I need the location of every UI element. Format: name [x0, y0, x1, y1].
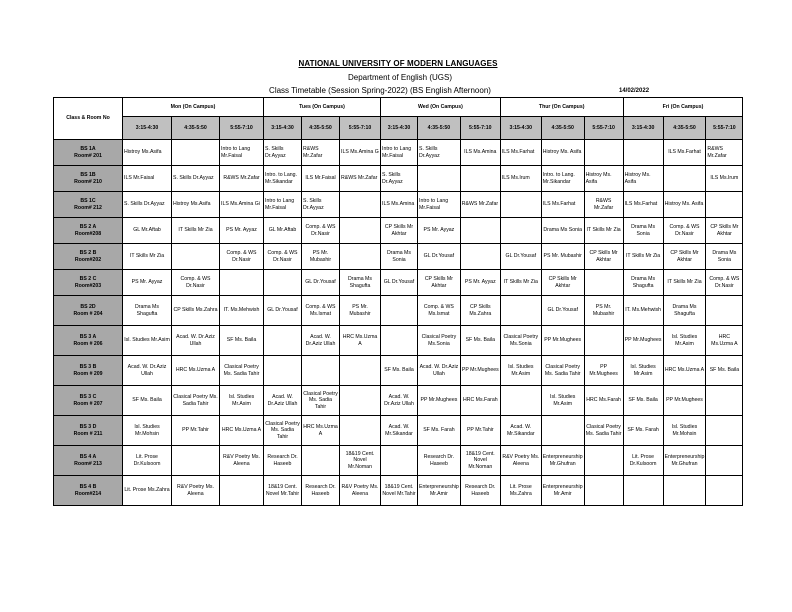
schedule-cell: PP Mr.Mughees: [541, 326, 584, 356]
schedule-cell: GL Dr.Yousaf: [381, 270, 418, 296]
schedule-cell: HRC Ms.Uzma A: [663, 356, 706, 386]
day-header-wed: Wed (On Campus): [381, 98, 501, 117]
schedule-cell: Drama Ms Sonia: [706, 244, 743, 270]
class-name: BS 3 B: [79, 364, 97, 370]
schedule-cell: Clasical Poetry Ms. Sadia Tahir: [541, 356, 584, 386]
class-name: BS 3 A: [79, 334, 97, 340]
table-row: [54, 416, 743, 446]
schedule-cell: GL Dr.Yousaf: [264, 296, 302, 326]
room-number: Room# 213: [74, 460, 102, 467]
schedule-cell: ILS Ms.Farhat: [541, 192, 584, 218]
schedule-cell: [500, 192, 541, 218]
schedule-cell: Research Dr. Haseeb: [418, 446, 461, 476]
schedule-cell: GL Mr.Aftab: [264, 218, 302, 244]
schedule-cell: IT Skills Mr Zia: [584, 218, 623, 244]
schedule-cell: SF Ms. Baila: [123, 386, 172, 416]
class-room-cell: [54, 270, 123, 296]
schedule-cell: HRC Ms.Uzma A: [302, 416, 340, 446]
schedule-cell: Isl. Studies Mr.Mohsin: [663, 416, 706, 446]
table-row: [54, 140, 743, 166]
schedule-cell: [172, 140, 220, 166]
schedule-cell: Clasical Poetry Ms.Sonia: [500, 326, 541, 356]
schedule-cell: R&WS Mr.Zafar: [706, 140, 743, 166]
schedule-cell: S. Skills Dr.Ayyaz: [418, 140, 461, 166]
room-number: Room# 201: [74, 152, 102, 159]
schedule-cell: HRC Ms.Farah: [460, 386, 500, 416]
class-room-header: Class & Room No: [54, 98, 123, 140]
time-slot-header: 3:15-4:30: [123, 117, 172, 140]
schedule-cell: PS Mr. Mubashir: [302, 244, 340, 270]
schedule-cell: PS Mr. Ayyaz: [220, 218, 264, 244]
schedule-cell: Clasical Poetry Ms.Sonia: [418, 326, 461, 356]
schedule-cell: [623, 140, 663, 166]
schedule-cell: Clasical Poetry Ms. Sadia Tahir: [584, 416, 623, 446]
class-name: BS 4 B: [79, 484, 97, 490]
schedule-cell: Acad. W. Dr.Aziz Ullah: [264, 386, 302, 416]
schedule-cell: [381, 326, 418, 356]
schedule-cell: Enterpreneurship Mr.Amir: [541, 476, 584, 506]
class-room-cell: [54, 386, 123, 416]
schedule-cell: [584, 326, 623, 356]
class-room-cell: [54, 356, 123, 386]
schedule-cell: Clasical Poetry Ms. Sadia Tahir: [264, 416, 302, 446]
schedule-cell: Research Dr. Haseeb: [264, 446, 302, 476]
schedule-cell: PS Mr. Ayyaz: [418, 218, 461, 244]
schedule-cell: Isl. Studies Mr.Asim: [220, 386, 264, 416]
timetable-title: Class Timetable (Session Spring-2022) (BS English Afternoon): [269, 86, 491, 95]
schedule-cell: R&WS Mr.Zafar: [340, 166, 381, 192]
time-slot-header: 5:55-7:10: [220, 117, 264, 140]
schedule-cell: Drama Ms Sonia: [381, 244, 418, 270]
schedule-cell: GL Dr.Yousaf: [418, 244, 461, 270]
schedule-cell: ILS Ms.Amina Gi: [220, 192, 264, 218]
timetable: [53, 97, 743, 506]
schedule-cell: Comp. & WS Ms.Ismat: [302, 296, 340, 326]
schedule-cell: HRC Ms.Uzma A: [706, 326, 743, 356]
schedule-cell: CP Skills Mr Akhtar: [381, 218, 418, 244]
schedule-cell: Comp. & WS Dr.Nasir: [663, 218, 706, 244]
schedule-cell: R&WS Mr.Zafar: [460, 192, 500, 218]
schedule-cell: Isl. Studies Mr.Asim: [123, 326, 172, 356]
schedule-cell: R&V Poetry Ms. Aleena: [340, 476, 381, 506]
schedule-cell: [706, 192, 743, 218]
schedule-cell: [460, 244, 500, 270]
schedule-cell: Intro. to Lang. Mr.Sikandar: [264, 166, 302, 192]
schedule-cell: PP Mr.Mughees: [460, 356, 500, 386]
schedule-cell: [172, 244, 220, 270]
schedule-cell: R&V Poetry Ms. Aleena: [220, 446, 264, 476]
class-name: BS 3 D: [79, 424, 97, 430]
time-slot-header: 3:15-4:30: [500, 117, 541, 140]
schedule-cell: [220, 476, 264, 506]
schedule-cell: IT Skills Mr Zia: [123, 244, 172, 270]
class-room-cell: [54, 296, 123, 326]
schedule-cell: [340, 416, 381, 446]
schedule-cell: Histroy Ms. Asifa: [663, 192, 706, 218]
schedule-cell: [340, 192, 381, 218]
schedule-cell: Lit. Prose Ms.Zahra: [500, 476, 541, 506]
schedule-cell: Isl. Studies Mr.Asim: [623, 356, 663, 386]
schedule-cell: Histroy Ms. Asifa: [541, 140, 584, 166]
time-slot-header: 5:55-7:10: [340, 117, 381, 140]
schedule-cell: HRC Ms.Farah: [584, 386, 623, 416]
schedule-cell: IT. Ms.Mehwish: [220, 296, 264, 326]
schedule-cell: IT Skills Mr Zia: [663, 270, 706, 296]
schedule-cell: ILS Ms.Amina G: [340, 140, 381, 166]
schedule-cell: [663, 476, 706, 506]
time-slot-header: 3:15-4:30: [381, 117, 418, 140]
schedule-cell: PP Mr.Mughees: [584, 356, 623, 386]
schedule-cell: Acad. W. Dr.Aziz Ullah: [123, 356, 172, 386]
table-row: [54, 476, 743, 506]
time-slot-header: 3:15-4:30: [623, 117, 663, 140]
room-number: Room#202: [74, 256, 102, 263]
table-row: [54, 244, 743, 270]
schedule-cell: Isl. Studies Mr.Asim: [500, 356, 541, 386]
schedule-cell: Histroy Ms. Asifa: [623, 166, 663, 192]
schedule-cell: IT Skills Mr Zia: [623, 244, 663, 270]
schedule-cell: ILS Ms.Farhat: [623, 192, 663, 218]
time-slot-header: 4:35-5:50: [541, 117, 584, 140]
time-slot-header: 5:55-7:10: [460, 117, 500, 140]
schedule-cell: PP Mr.Mughees: [418, 386, 461, 416]
schedule-cell: [418, 166, 461, 192]
class-name: BS 1C: [80, 198, 96, 204]
schedule-cell: 18&19 Cent. Novel Mr.Noman: [460, 446, 500, 476]
class-room-cell: [54, 192, 123, 218]
schedule-cell: S. Skills Dr.Ayyaz: [172, 166, 220, 192]
schedule-cell: GL Dr.Yousaf: [500, 244, 541, 270]
schedule-cell: Comp. & WS Dr.Nasir: [706, 270, 743, 296]
schedule-cell: [172, 446, 220, 476]
schedule-cell: [340, 244, 381, 270]
table-row: [54, 218, 743, 244]
schedule-cell: S. Skills Dr.Ayyaz: [381, 166, 418, 192]
schedule-cell: [381, 446, 418, 476]
class-room-cell: [54, 416, 123, 446]
class-room-cell: [54, 244, 123, 270]
schedule-cell: S. Skills Dr.Ayyaz: [302, 192, 340, 218]
schedule-cell: [663, 166, 706, 192]
schedule-cell: Histroy Ms. Asifa: [584, 166, 623, 192]
schedule-cell: PP Mr.Mughees: [623, 326, 663, 356]
schedule-cell: CP Skills Mr Akhtar: [541, 270, 584, 296]
schedule-cell: IT Skills Mr Zia: [500, 270, 541, 296]
class-room-cell: [54, 166, 123, 192]
schedule-cell: Research Dr. Haseeb: [460, 476, 500, 506]
schedule-cell: PS Mr. Ayyaz: [460, 270, 500, 296]
schedule-cell: Intro to Lang Mr.Faisal: [381, 140, 418, 166]
time-slot-header: 4:35-5:50: [418, 117, 461, 140]
schedule-cell: R&WS Mr.Zafar: [584, 192, 623, 218]
class-name: BS 2 C: [79, 276, 97, 282]
schedule-cell: Lit. Prose Dr.Kulsoom: [623, 446, 663, 476]
schedule-cell: GL Dr.Yousaf: [541, 296, 584, 326]
schedule-cell: [706, 476, 743, 506]
timetable-date: 14/02/2022: [619, 88, 650, 94]
schedule-cell: [584, 446, 623, 476]
schedule-cell: Comp. & WS Dr.Nasir: [220, 244, 264, 270]
schedule-cell: CP Skills Mr Akhtar: [418, 270, 461, 296]
schedule-cell: IT. Ms.Mehwish: [623, 296, 663, 326]
schedule-cell: [500, 218, 541, 244]
schedule-cell: SF Ms. Baila: [623, 386, 663, 416]
class-name: BS 1A: [80, 146, 96, 152]
room-number: Room # 211: [73, 430, 103, 437]
schedule-cell: [460, 166, 500, 192]
schedule-cell: SF Ms. Baila: [460, 326, 500, 356]
schedule-cell: Comp. & WS Dr.Nasir: [302, 218, 340, 244]
schedule-cell: Acad. W. Dr.Aziz Ullah: [381, 386, 418, 416]
schedule-cell: [302, 446, 340, 476]
schedule-cell: Intro to Lang Mr.Faisal: [220, 140, 264, 166]
schedule-cell: Acad. W. Dr.Aziz Ullah: [172, 326, 220, 356]
schedule-cell: Intro to Lang Mr.Faisal: [418, 192, 461, 218]
schedule-cell: Comp. & WS Ms.Ismat: [418, 296, 461, 326]
schedule-cell: [302, 356, 340, 386]
schedule-cell: ILS Ms.Amina: [381, 192, 418, 218]
schedule-cell: 18&19 Cent. Novel Mr.Noman: [340, 446, 381, 476]
schedule-cell: [706, 446, 743, 476]
schedule-cell: [340, 356, 381, 386]
class-name: BS 4 A: [79, 454, 97, 460]
schedule-cell: PP Mr.Tahir: [172, 416, 220, 446]
class-room-cell: [54, 476, 123, 506]
time-slot-header: 5:55-7:10: [706, 117, 743, 140]
schedule-cell: Drama Ms Shagufta: [663, 296, 706, 326]
table-row: [54, 166, 743, 192]
time-slot-header: 4:35-5:50: [172, 117, 220, 140]
schedule-cell: Histroy Ms.Asifa: [172, 192, 220, 218]
class-room-cell: [54, 140, 123, 166]
schedule-cell: Isl. Studies Mr.Asim: [663, 326, 706, 356]
class-room-cell: [54, 218, 123, 244]
table-row: [54, 270, 743, 296]
schedule-cell: PS Mr. Mubashir: [541, 244, 584, 270]
schedule-cell: Clasical Poetry Ms. Sadia Tahir: [302, 386, 340, 416]
schedule-cell: Lit. Prose Ms.Zahra: [123, 476, 172, 506]
schedule-cell: GL Dr.Yousaf: [302, 270, 340, 296]
schedule-cell: Acad. W. Mr.Sikandar: [381, 416, 418, 446]
university-title: NATIONAL UNIVERSITY OF MODERN LANGUAGES: [298, 59, 498, 68]
schedule-cell: Acad. W. Dr.Aziz Ullah: [302, 326, 340, 356]
schedule-cell: 18&19 Cent. Novel Mr.Tahir: [381, 476, 418, 506]
schedule-cell: [584, 140, 623, 166]
schedule-cell: CP Skills Ms.Zahra: [172, 296, 220, 326]
schedule-cell: ILS Ms.Amina: [460, 140, 500, 166]
schedule-cell: [264, 326, 302, 356]
class-name: BS 2 A: [79, 224, 97, 230]
schedule-cell: ILS Mr.Faisal: [302, 166, 340, 192]
table-row: [54, 386, 743, 416]
time-slot-header: 3:15-4:30: [264, 117, 302, 140]
room-number: Room # 204: [73, 310, 103, 317]
schedule-cell: CP Skills Mr Akhtar: [663, 244, 706, 270]
schedule-cell: S. Skills Dr.Ayyaz: [264, 140, 302, 166]
schedule-cell: Isl. Studies Mr.Mohsin: [123, 416, 172, 446]
schedule-cell: [500, 386, 541, 416]
schedule-cell: S. Skills Dr.Ayyaz: [123, 192, 172, 218]
schedule-cell: PP Mr.Mughees: [663, 386, 706, 416]
room-number: Room# 212: [74, 204, 102, 211]
schedule-cell: R&WS Mr.Zafar: [302, 140, 340, 166]
schedule-cell: Clasical Poetry Ms. Sadia Tahir: [172, 386, 220, 416]
schedule-cell: PS Mr. Mubashir: [340, 296, 381, 326]
schedule-cell: SF Ms. Baila: [220, 326, 264, 356]
class-room-cell: [54, 326, 123, 356]
schedule-cell: Drama Ms Shagufta: [340, 270, 381, 296]
schedule-cell: [264, 356, 302, 386]
room-number: Room#203: [74, 282, 102, 289]
schedule-cell: R&V Poetry Ms. Aleena: [172, 476, 220, 506]
schedule-cell: [220, 270, 264, 296]
schedule-cell: [264, 270, 302, 296]
schedule-cell: PS Mr. Mubashir: [584, 296, 623, 326]
time-slot-header: 4:35-5:50: [663, 117, 706, 140]
schedule-cell: SF Ms. Baila: [706, 356, 743, 386]
schedule-cell: SF Ms. Farah: [623, 416, 663, 446]
class-room-cell: [54, 446, 123, 476]
schedule-cell: R&V Poetry Ms. Aleena: [500, 446, 541, 476]
time-slot-header: 4:35-5:50: [302, 117, 340, 140]
schedule-cell: [460, 218, 500, 244]
table-row: [54, 192, 743, 218]
room-number: Room # 206: [73, 340, 103, 347]
day-header-thur: Thur (On Campus): [500, 98, 623, 117]
table-row: [54, 446, 743, 476]
table-row: [54, 356, 743, 386]
schedule-cell: [706, 296, 743, 326]
day-header-mon: Mon (On Campus): [123, 98, 264, 117]
schedule-cell: Drama Ms Sonia: [623, 218, 663, 244]
schedule-cell: ILS Ms.Irum: [500, 166, 541, 192]
schedule-cell: HRC Ms.Uzma A: [172, 356, 220, 386]
schedule-cell: GL Mr.Aftab: [123, 218, 172, 244]
schedule-cell: SF Ms. Farah: [418, 416, 461, 446]
schedule-cell: Comp. & WS Dr.Nasir: [172, 270, 220, 296]
schedule-cell: Research Dr. Haseeb: [302, 476, 340, 506]
schedule-cell: Enterpreneurship Mr.Amir: [418, 476, 461, 506]
schedule-cell: [706, 386, 743, 416]
day-header-fri: Fri (On Campus): [623, 98, 743, 117]
schedule-cell: [340, 386, 381, 416]
time-slot-header: 5:55-7:10: [584, 117, 623, 140]
schedule-cell: [706, 416, 743, 446]
schedule-cell: Intro to Lang Mr.Faisal: [264, 192, 302, 218]
schedule-cell: Enterpreneurship Mr.Ghufran: [663, 446, 706, 476]
schedule-cell: CP Skills Mr Akhtar: [584, 244, 623, 270]
schedule-cell: ILS Mr.Faisal: [123, 166, 172, 192]
department-title: Department of English (UGS): [347, 73, 453, 82]
class-name: BS 2 B: [79, 250, 97, 256]
schedule-cell: Isl. Studies Mr.Asim: [541, 386, 584, 416]
room-number: Room # 209: [73, 370, 103, 377]
schedule-cell: ILS Ms.Irum: [706, 166, 743, 192]
schedule-cell: Acad. W. Mr.Sikandar: [500, 416, 541, 446]
class-name: BS 2D: [80, 304, 96, 310]
schedule-cell: Intro. to Lang. Mr.Sikandar: [541, 166, 584, 192]
schedule-cell: [340, 218, 381, 244]
schedule-cell: CP Skills Ms.Zahra: [460, 296, 500, 326]
table-row: [54, 326, 743, 356]
schedule-cell: ILS Ms.Farhat: [663, 140, 706, 166]
schedule-cell: Histroy Ms.Asifa: [123, 140, 172, 166]
schedule-cell: PP Mr.Tahir: [460, 416, 500, 446]
schedule-cell: PS Mr. Ayyaz: [123, 270, 172, 296]
schedule-cell: R&WS Mr.Zafar: [220, 166, 264, 192]
room-number: Room#208: [74, 230, 102, 237]
schedule-cell: Clasical Poetry Ms. Sadia Tahir: [220, 356, 264, 386]
schedule-cell: SF Ms. Baila: [381, 356, 418, 386]
schedule-cell: Lit. Prose Dr.Kulsoom: [123, 446, 172, 476]
day-header-tues: Tues (On Campus): [264, 98, 381, 117]
schedule-cell: IT Skills Mr Zia: [172, 218, 220, 244]
schedule-cell: [381, 296, 418, 326]
schedule-cell: HRC Ms.Uzma A: [340, 326, 381, 356]
schedule-cell: Drama Ms Shagufta: [123, 296, 172, 326]
schedule-cell: CP Skills Mr Akhtar: [706, 218, 743, 244]
room-number: Room#214: [74, 490, 102, 497]
schedule-cell: HRC Ms.Uzma A: [220, 416, 264, 446]
schedule-cell: 18&19 Cent. Novel Mr.Tahir: [264, 476, 302, 506]
schedule-cell: Enterpreneurship Mr.Ghufran: [541, 446, 584, 476]
schedule-cell: Comp. & WS Dr.Nasir: [264, 244, 302, 270]
table-row: [54, 296, 743, 326]
schedule-cell: [584, 270, 623, 296]
schedule-cell: [584, 476, 623, 506]
schedule-cell: Drama Ms Sonia: [541, 218, 584, 244]
schedule-cell: ILS Ms.Farhat: [500, 140, 541, 166]
schedule-cell: [541, 416, 584, 446]
schedule-cell: [623, 476, 663, 506]
schedule-cell: Acad. W. Dr.Aziz Ullah: [418, 356, 461, 386]
class-name: BS 1B: [80, 172, 96, 178]
schedule-cell: [500, 296, 541, 326]
class-name: BS 3 C: [79, 394, 97, 400]
room-number: Room # 207: [73, 400, 103, 407]
schedule-cell: Drama Ms Shagufta: [623, 270, 663, 296]
room-number: Room# 210: [74, 178, 102, 185]
